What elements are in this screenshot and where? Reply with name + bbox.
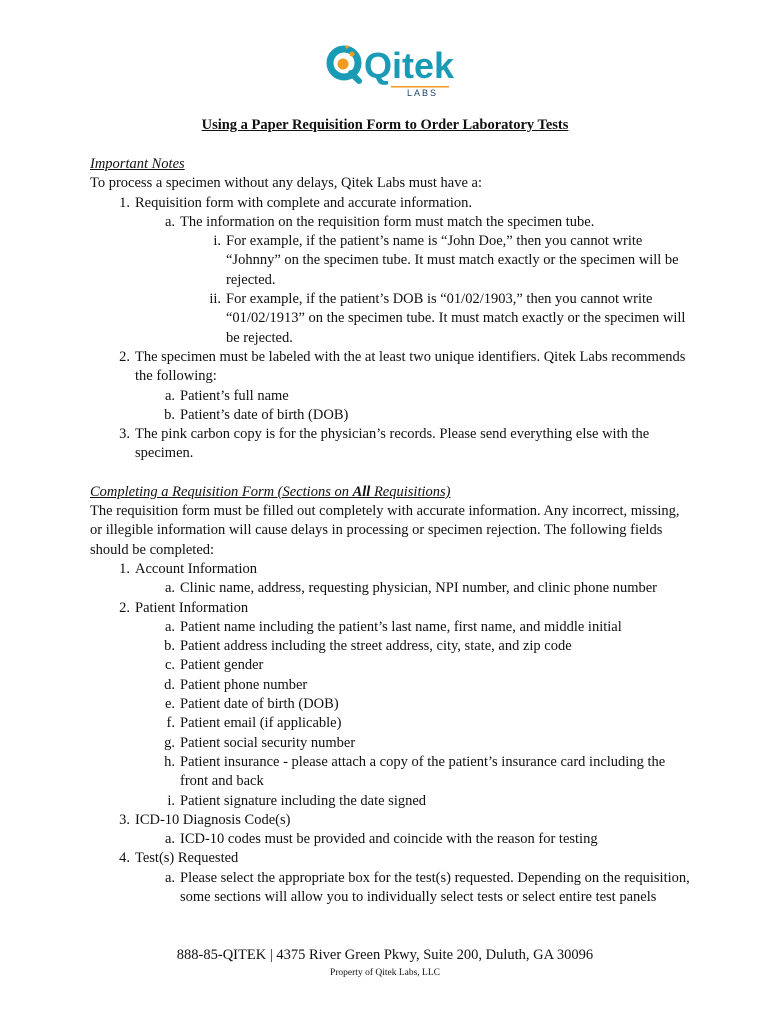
footer-contact: 888-85-QITEK | 4375 River Green Pkwy, Suite 200, Duluth, GA 30096 <box>176 947 594 963</box>
list-item: 2. Patient Information <box>119 599 249 616</box>
list-item: a. Please select the appropriate box for the test(s) requested. Depending on the requisition, some sections will allow you to individually select tests or select entire test panels <box>164 869 690 905</box>
list-item: a. Clinic name, address, requesting physician, NPI number, and clinic phone number <box>164 580 657 597</box>
document-body <box>90 155 690 907</box>
list-item: h. Patient insurance - please attach a copy of the patient’s insurance card including the front and back <box>164 753 666 790</box>
completing-form-heading: Completing a Requisition Form (Sections on All Requisitions) <box>90 483 451 500</box>
list-item: e. Patient date of birth (DOB) <box>164 696 339 713</box>
list-item: a. Patient’s full name <box>164 387 289 404</box>
important-notes-intro: To process a specimen without any delays, Qitek Labs must have a: <box>90 175 482 192</box>
document-title: Using a Paper Requisition Form to Order Laboratory Tests <box>201 117 569 133</box>
list-item: a. Patient name including the patient’s last name, first name, and middle initial <box>164 618 622 635</box>
list-item: 1. Account Information <box>119 560 258 577</box>
q-letter-mark <box>330 45 359 81</box>
list-item: c. Patient gender <box>164 657 264 674</box>
list-item: 4. Test(s) Requested <box>119 850 239 867</box>
list-item: i. For example, if the patient’s name is “John Doe,” then you cannot write “Johnny” on the specimen tube. It must match exactly or the specimen will be rejected. <box>213 233 679 288</box>
list-item: a. The information on the requisition form must match the specimen tube. <box>164 213 595 230</box>
list-item: a. ICD-10 codes must be provided and coincide with the reason for testing <box>164 831 598 848</box>
list-item: 3. The pink carbon copy is for the physician’s records. Please send everything else with the specimen. <box>119 426 650 462</box>
completing-form-intro: The requisition form must be filled out completely with accurate information. Any incorrect, missing, or illegible information will cause delays in processing or specimen rejection. The following fields should be completed: <box>90 503 680 558</box>
list-item: 1. Requisition form with complete and accurate information. <box>119 194 473 211</box>
list-item: i. Patient signature including the date signed <box>167 792 427 809</box>
important-notes-heading: Important Notes <box>90 156 185 172</box>
qitek-labs-logo <box>318 36 454 100</box>
list-item: d. Patient phone number <box>164 676 308 693</box>
list-item: b. Patient’s date of birth (DOB) <box>164 406 349 423</box>
list-item: g. Patient social security number <box>164 734 356 751</box>
list-item: b. Patient address including the street address, city, state, and zip code <box>164 638 572 655</box>
list-item: f. Patient email (if applicable) <box>166 715 342 732</box>
logo-subtext: LABS <box>407 88 439 98</box>
logo-wordmark: Qitek <box>364 45 454 86</box>
list-item: ii. For example, if the patient’s DOB is “01/02/1903,” then you cannot write “01/02/1913” on the specimen tube. It must match exactly or the specimen will be rejected. <box>209 291 686 346</box>
list-item: 2. The specimen must be labeled with the at least two unique identifiers. Qitek Labs recommends the following: <box>119 348 686 385</box>
list-item: 3. ICD-10 Diagnosis Code(s) <box>119 811 291 828</box>
footer-property: Property of Qitek Labs, LLC <box>329 968 441 978</box>
